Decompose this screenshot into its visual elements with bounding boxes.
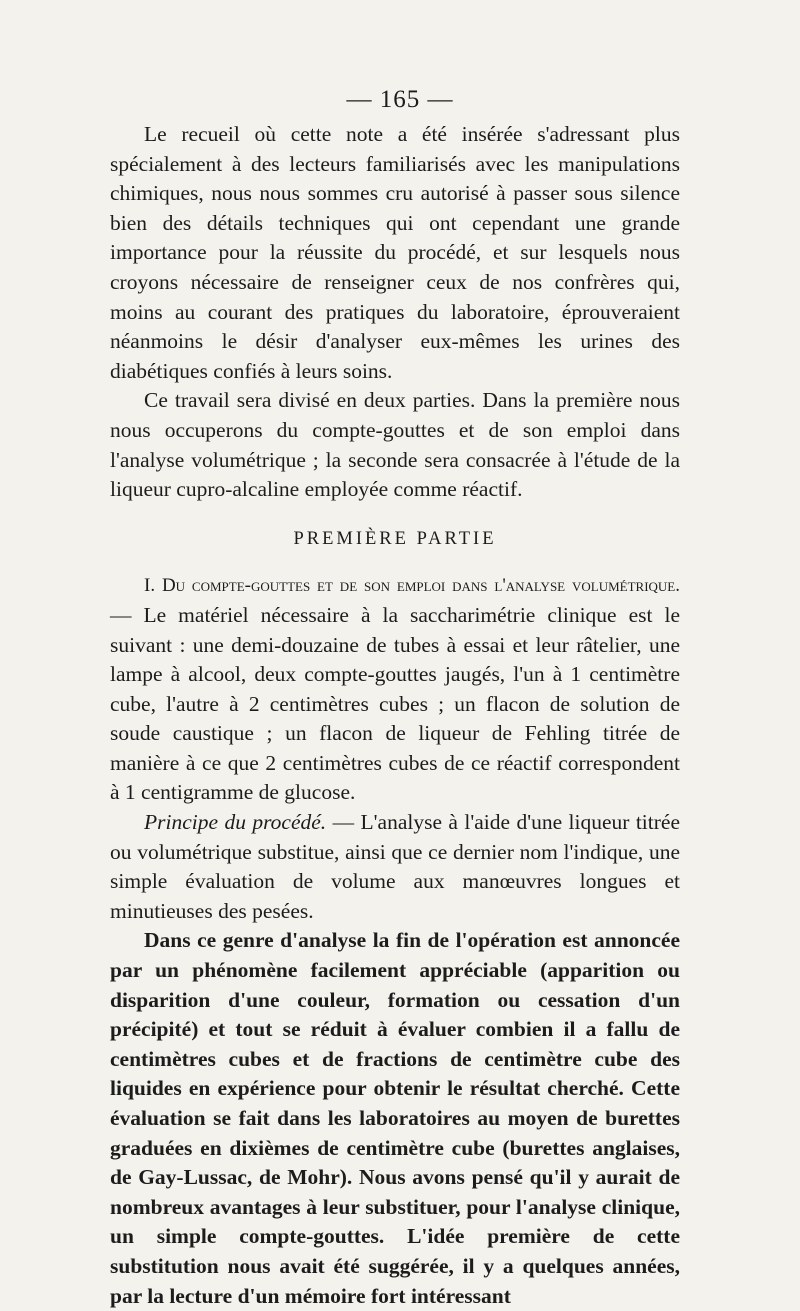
page-number: — 165 —	[346, 86, 454, 113]
paragraph-1: Le recueil où cette note a été insérée s'adressant plus spécialement à des lecteurs familiarisés avec les manipulations chimiques, nous nous sommes cru autorisé à passer sous silence bien des détails techniques qui ont cependant une grande importance pour la réussite du procédé, et sur lesquels nous croyons nécessaire de renseigner ceux de nos confrères qui, moins au courant des pratiques du laboratoire, éprouveraient néanmoins le désir d'analyser eux-mêmes les urines des diabétiques confiés à leurs soins.	[110, 122, 680, 383]
paragraph-5: Dans ce genre d'analyse la fin de l'opération est annoncée par un phénomène facilement appréciable (apparition ou disparition d'une couleur, formation ou cessation d'un précipité) et tout se réduit à évaluer combien il a fallu de centimètres cubes et de fractions de centimètre cube des liquides en expérience pour obtenir le résultat cherché. Cette évaluation se fait dans les laboratoires au moyen de burettes graduées en dixièmes de centimètre cube (burettes anglaises, de Gay-Lussac, de Mohr). Nous avons pensé qu'il y aurait de nombreux avantages à leur substituer, pour l'analyse clinique, un simple compte-gouttes. L'idée première de cette substitution nous avait été suggérée, il y a quelques années, par la lecture d'un mémoire fort intéressant	[110, 928, 680, 1308]
paragraph-4-body: — L'analyse à l'aide d'une liqueur titrée ou volumétrique substitue, ainsi que ce dernier nom l'indique, une simple évaluation de volume aux manœuvres longues et minutieuses des pesées.	[110, 810, 681, 923]
paragraph-3-heading: I. Du compte-gouttes et de son emploi dans l'analyse volumétrique.	[144, 575, 680, 597]
page-body	[110, 120, 680, 1311]
paragraph-4-heading: Principe du procédé.	[144, 810, 327, 835]
paragraph-4	[110, 808, 680, 926]
paragraph-3	[110, 570, 680, 808]
section-title: PREMIÈRE PARTIE	[293, 528, 497, 549]
paragraph-3-body: — Le matériel nécessaire à la saccharimétrie clinique est le suivant : une demi-douzaine de tubes à essai et leur râtelier, une lampe à alcool, deux compte-gouttes jaugés, l'un à 1 centimètre cube, l'autre à 2 centimètres cubes ; un flacon de solution de soude caustique ; un flacon de liqueur de Fehling titrée de manière à ce que 2 centimètres cubes de ce réactif correspondent à 1 centigramme de glucose.	[110, 602, 680, 805]
paragraph-2: Ce travail sera divisé en deux parties. Dans la première nous nous occuperons du compte-gouttes et de son emploi dans l'analyse volumétrique ; la seconde sera consacrée à l'étude de la liqueur cupro-alcaline employée comme réactif.	[110, 388, 680, 502]
